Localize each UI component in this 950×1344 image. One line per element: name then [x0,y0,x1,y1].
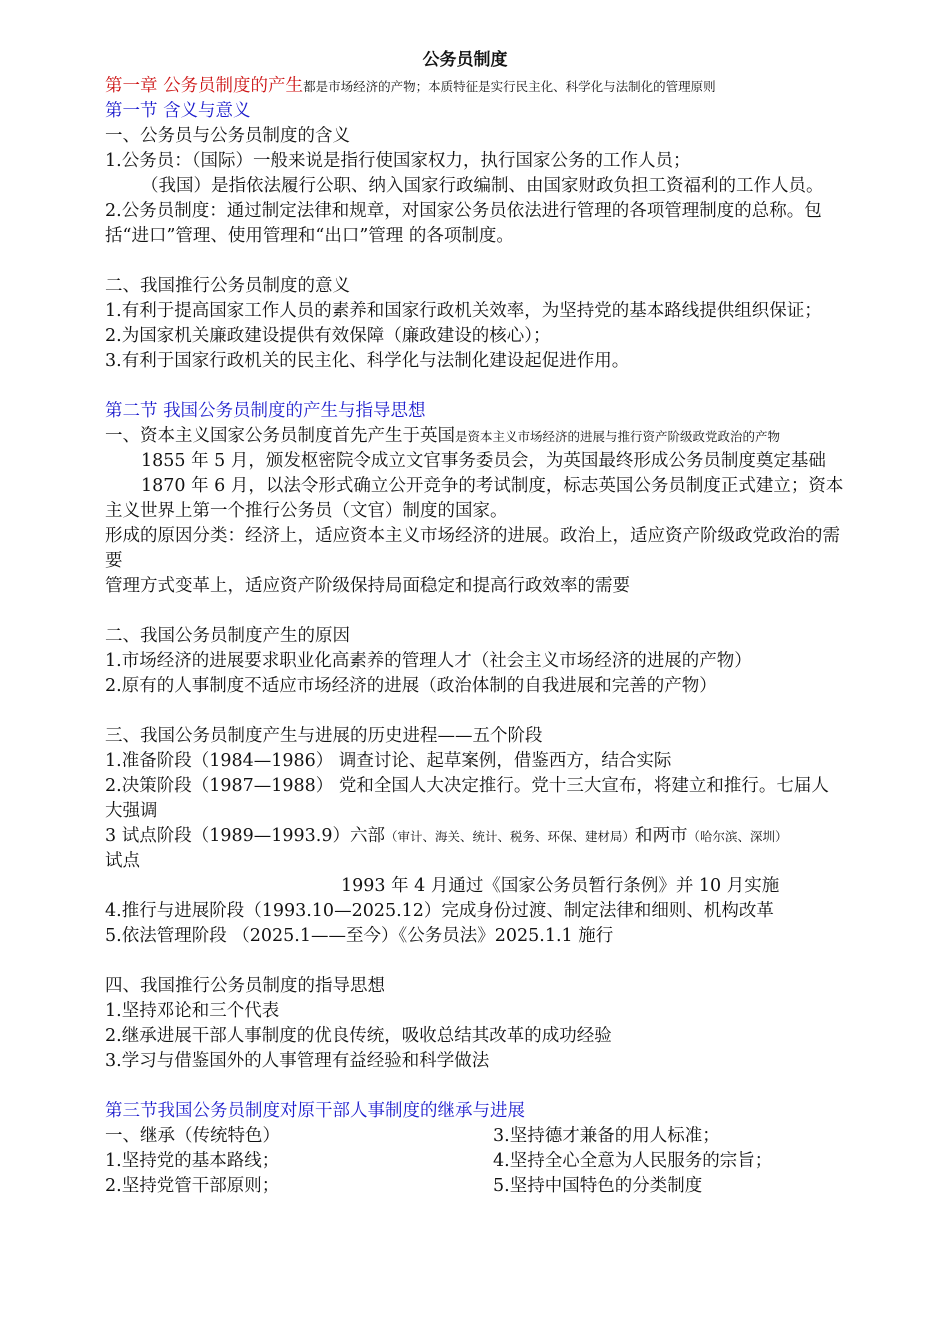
section2-heading: 第二节 我国公务员制度的产生与指导思想 [105,401,426,421]
spacer [105,599,845,624]
list-item-continued: 试点 [105,851,140,871]
list-item: 一、继承（传统特色） [105,1126,280,1146]
list-item: 2.坚持党管干部原则； [105,1176,280,1196]
two-column-list [105,1124,845,1199]
section2-part2-title: 二、我国公务员制度产生的原因 [105,626,350,646]
spacer [105,949,845,974]
stage-note: （审计、海关、统计、税务、环保、建材局） [384,829,635,844]
spacer [105,249,845,274]
section2-part3-title: 三、我国公务员制度产生与进展的历史进程——五个阶段 [105,726,543,746]
list-item: 5.坚持中国特色的分类制度 [493,1176,703,1196]
stage-text: 3 试点阶段（1989—1993.9）六部 [105,826,385,846]
spacer [105,1074,845,1099]
list-item: 2.继承进展干部人事制度的优良传统，吸收总结其改革的成功经验 [105,1026,612,1046]
list-item: 3.坚持德才兼备的用人标准； [493,1126,720,1146]
paragraph-text: 1855 年 5 月，颁发枢密院令成立文官事务委员会，为英国最终形成公务员制度奠定基础 [141,451,826,471]
spacer [105,699,845,724]
paragraph: 2.公务员制度：通过制定法律和规章，对国家公务员依法进行管理的各项管理制度的总称。包括“进口”管理、使用管理和“出口”管理 的各项制度。 [105,201,822,246]
paragraph: （我国）是指依法履行公职、纳入国家行政编制、由国家财政负担工资福利的工作人员。 [141,176,824,196]
spacer [105,374,845,399]
chapter-title: 第一章 公务员制度的产生 [105,76,304,96]
paragraph [105,474,845,524]
list-item: 1.有利于提高国家工作人员的素养和国家行政机关效率，为坚持党的基本路线提供组织保证； [105,301,822,321]
stage-note: （哈尔滨、深圳） [687,829,788,844]
section3-heading: 第三节我国公务员制度对原干部人事制度的继承与进展 [105,1101,525,1121]
list-item: 4.推行与进展阶段（1993.10—2025.12）完成身份过渡、制定法律和细则、机构改革 [105,901,774,921]
paragraph: 形成的原因分类：经济上，适应资本主义市场经济的进展。政治上，适应资产阶级政党政治的需要 [105,526,840,571]
list-item: 2.为国家机关廉政建设提供有效保障（廉政建设的核心）； [105,326,551,346]
section2-part4-title: 四、我国推行公务员制度的指导思想 [105,976,385,996]
list-item: 4.坚持全心全意为人民服务的宗旨； [493,1151,773,1171]
document-title: 公务员制度 [422,50,508,70]
document-page [105,46,845,1199]
chapter-heading [105,74,845,99]
stage-text: 和两市 [634,826,688,846]
list-item: 3.有利于国家行政机关的民主化、科学化与法制化建设起促进作用。 [105,351,630,371]
paragraph-text: 1870 年 6 月，以法令形式确立公开竞争的考试制度，标志英国公务员制度正式建立；资本主义世界上第一个推行公务员（文官）制度的国家。 [105,476,844,521]
list-item-continued: 1993 年 4 月通过《国家公务员暂行条例》并 10 月实施 [341,876,780,896]
left-column [105,1124,493,1199]
part-note: 是资本主义市场经济的进展与推行资产阶级政党政治的产物 [455,429,781,444]
paragraph: 1.公务员：（国际）一般来说是指行使国家权力，执行国家公务的工作人员； [105,151,691,171]
paragraph [105,449,845,474]
chapter-note: 都是市场经济的产物；本质特征是实行民主化、科学化与法制化的管理原则 [303,79,716,94]
list-item [105,824,845,849]
section1-part2-title: 二、我国推行公务员制度的意义 [105,276,350,296]
list-item: 2.原有的人事制度不适应市场经济的进展（政治体制的自我进展和完善的产物） [105,676,717,696]
list-item: 1.坚持邓论和三个代表 [105,1001,280,1021]
list-item: 2.决策阶段（1987—1988） 党和全国人大决定推行。党十三大宣布，将建立和推行。七届人大强调 [105,776,829,821]
paragraph: 管理方式变革上，适应资产阶级保持局面稳定和提高行政效率的需要 [105,576,630,596]
part-title: 一、资本主义国家公务员制度首先产生于英国 [105,426,455,446]
list-item: 1.市场经济的进展要求职业化高素养的管理人才（社会主义市场经济的进展的产物） [105,651,752,671]
section1-part1-title: 一、公务员与公务员制度的含义 [105,126,350,146]
list-item: 1.坚持党的基本路线； [105,1151,280,1171]
section2-part1-title [105,424,845,449]
right-column [493,1124,845,1199]
list-item: 5.依法管理阶段 （2025.1——至今）《公务员法》2025.1.1 施行 [105,926,614,946]
section1-heading: 第一节 含义与意义 [105,101,251,121]
list-item: 3.学习与借鉴国外的人事管理有益经验和科学做法 [105,1051,490,1071]
list-item: 1.准备阶段（1984—1986） 调查讨论、起草案例，借鉴西方，结合实际 [105,751,672,771]
